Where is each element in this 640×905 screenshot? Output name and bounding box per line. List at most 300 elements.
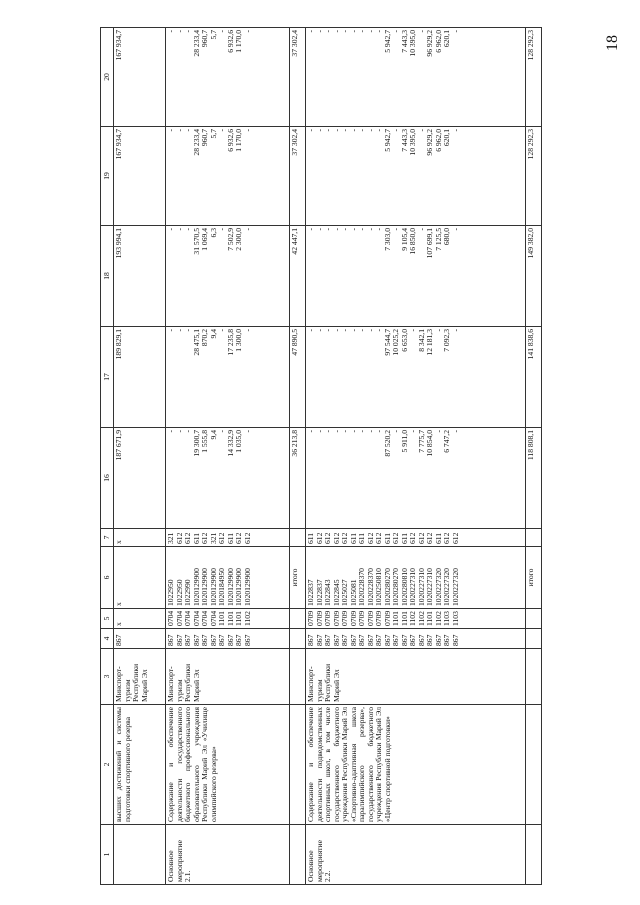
cell-value: - bbox=[374, 129, 384, 132]
cell-value: 867 bbox=[200, 634, 210, 646]
cell-value: - bbox=[174, 30, 184, 33]
total-value: 37 302,4 bbox=[289, 30, 299, 57]
cell-value: 612 bbox=[416, 532, 426, 544]
cell-value: - bbox=[242, 228, 252, 231]
cell-value: 867 bbox=[314, 634, 324, 646]
cell-value: 0709 bbox=[357, 610, 367, 626]
cell-value: 1102 bbox=[433, 611, 443, 626]
cell-value: - bbox=[416, 30, 426, 33]
cell-value: 5 942,7 bbox=[382, 30, 392, 53]
cell-value: 867 bbox=[382, 634, 392, 646]
total-value-cell bbox=[525, 428, 541, 529]
cell-value: - bbox=[323, 430, 333, 433]
column-header: 2 bbox=[101, 705, 114, 825]
cell-value: - bbox=[365, 430, 375, 433]
cell-value: 28 233,4 bbox=[191, 129, 201, 156]
cell-value: 14 332,9 bbox=[225, 430, 235, 457]
cell-value: - bbox=[357, 329, 367, 332]
total-label: итого bbox=[525, 568, 535, 587]
cell-value: - bbox=[174, 430, 184, 433]
rotated-table-container bbox=[100, 27, 542, 885]
cell-value: 189 829,1 bbox=[114, 329, 123, 360]
cell-value: 867 bbox=[166, 634, 176, 646]
cell-value: 1101 bbox=[425, 611, 435, 626]
responsible-cell bbox=[114, 649, 166, 705]
cell-value: 612 bbox=[425, 532, 435, 544]
cell-value: 1 555,8 bbox=[200, 430, 210, 453]
cell-value: 2 300,0 bbox=[234, 228, 244, 251]
total-value-cell bbox=[525, 327, 541, 428]
cell-value: 1020227310 bbox=[416, 568, 426, 606]
budget-table bbox=[100, 27, 542, 885]
cell-value: 612 bbox=[391, 532, 401, 544]
table-row bbox=[306, 28, 526, 885]
cell-value: 611 bbox=[348, 532, 358, 544]
cell-value: - bbox=[365, 329, 375, 332]
table-cell-c6 bbox=[114, 547, 166, 609]
total-value: 118 808,1 bbox=[525, 430, 535, 461]
cell-value: 0704 bbox=[183, 610, 193, 626]
cell-value: - bbox=[450, 430, 460, 433]
cell-value: - bbox=[217, 129, 227, 132]
cell-value: - bbox=[348, 30, 358, 33]
measure-name-cell bbox=[114, 825, 166, 885]
total-value-cell bbox=[525, 127, 541, 226]
cell-value: - bbox=[314, 30, 324, 33]
total-label-cell bbox=[289, 547, 305, 609]
empty-cell bbox=[289, 825, 305, 885]
cell-value: - bbox=[174, 329, 184, 332]
cell-value: 28 475,1 bbox=[191, 329, 201, 356]
cell-value: 1020227310 bbox=[425, 568, 435, 606]
cell-value: - bbox=[433, 430, 443, 433]
cell-value: 7 303,0 bbox=[382, 228, 392, 251]
cell-value: 1020280270 bbox=[391, 568, 401, 606]
empty-cell bbox=[289, 649, 305, 705]
cell-value: 0709 bbox=[374, 610, 384, 626]
column-header: 5 bbox=[101, 609, 114, 629]
cell-value: 612 bbox=[340, 532, 350, 544]
cell-value: 6 962,0 bbox=[433, 30, 443, 53]
cell-value: 1 170,0 bbox=[234, 129, 244, 152]
responsible-executor: Минспорт- туризм Республики Марий Эл bbox=[114, 663, 149, 702]
cell-value: 867 bbox=[399, 634, 409, 646]
cell-value: 0709 bbox=[314, 610, 324, 626]
cell-value: 5 942,7 bbox=[382, 129, 392, 152]
cell-value: 870,2 bbox=[200, 329, 210, 347]
cell-value: 1022950 bbox=[166, 579, 176, 606]
column-header: 19 bbox=[101, 127, 114, 226]
cell-value: 612 bbox=[242, 532, 252, 544]
cell-value: - bbox=[314, 129, 324, 132]
cell-value: - bbox=[306, 129, 316, 132]
cell-value: х bbox=[114, 622, 123, 626]
cell-value: - bbox=[306, 30, 316, 33]
cell-value: 6 932,6 bbox=[225, 129, 235, 152]
total-value: 47 890,5 bbox=[289, 329, 299, 356]
cell-value: - bbox=[391, 30, 401, 33]
cell-value: 10 395,0 bbox=[408, 129, 418, 156]
cell-value: 1020280270 bbox=[382, 568, 392, 606]
table-cell-y19 bbox=[306, 127, 526, 226]
cell-value: 187 671,9 bbox=[114, 430, 123, 461]
cell-value: - bbox=[217, 30, 227, 33]
description-cell bbox=[166, 705, 290, 825]
empty-cell bbox=[525, 529, 541, 547]
total-value-cell bbox=[289, 428, 305, 529]
cell-value: 6 932,6 bbox=[225, 30, 235, 53]
cell-value: - bbox=[183, 430, 193, 433]
measure-name-cell bbox=[166, 825, 290, 885]
cell-value: 1022837 bbox=[306, 579, 316, 606]
cell-value: - bbox=[408, 430, 418, 433]
cell-value: 5 911,0 bbox=[399, 430, 409, 453]
total-value-cell bbox=[289, 226, 305, 327]
table-row-total bbox=[289, 28, 305, 885]
cell-value: 612 bbox=[450, 532, 460, 544]
cell-value: - bbox=[174, 228, 184, 231]
description-cell bbox=[306, 705, 526, 825]
cell-value: - bbox=[242, 329, 252, 332]
total-value: 149 382,0 bbox=[525, 228, 535, 259]
cell-value: - bbox=[391, 129, 401, 132]
total-value: 42 447,1 bbox=[289, 228, 299, 255]
cell-value: 867 bbox=[191, 634, 201, 646]
cell-value: - bbox=[166, 430, 176, 433]
cell-value: 867 bbox=[357, 634, 367, 646]
cell-value: 97 544,7 bbox=[382, 329, 392, 356]
cell-value: - bbox=[340, 30, 350, 33]
cell-value: - bbox=[331, 129, 341, 132]
table-cell-y19 bbox=[166, 127, 290, 226]
table-cell-c6 bbox=[306, 547, 526, 609]
total-label: итого bbox=[289, 568, 299, 587]
cell-value: 96 929,2 bbox=[425, 129, 435, 156]
cell-value: 867 bbox=[348, 634, 358, 646]
cell-value: 7 443,3 bbox=[399, 129, 409, 152]
total-value-cell bbox=[289, 127, 305, 226]
cell-value: 0709 bbox=[348, 610, 358, 626]
total-value: 141 838,6 bbox=[525, 329, 535, 360]
cell-value: 867 bbox=[433, 634, 443, 646]
cell-value: - bbox=[331, 30, 341, 33]
cell-value: 10 025,2 bbox=[391, 329, 401, 356]
cell-value: - bbox=[217, 430, 227, 433]
cell-value: 8 342,1 bbox=[416, 329, 426, 352]
cell-value: 867 bbox=[183, 634, 193, 646]
cell-value: 867 bbox=[225, 634, 235, 646]
cell-value: 867 bbox=[340, 634, 350, 646]
cell-value: 7 502,9 bbox=[225, 228, 235, 251]
measure-description: Содержание и обеспечение деятельности государственного бюджетного профессионального образовательного учреждения Республики Марий Эл «Училище олимпийского резерва» bbox=[166, 707, 218, 822]
column-header: 16 bbox=[101, 428, 114, 529]
cell-value: 0709 bbox=[306, 610, 316, 626]
table-cell-y19 bbox=[114, 127, 166, 226]
cell-value: 620,1 bbox=[442, 129, 452, 147]
cell-value: 1101 bbox=[399, 611, 409, 626]
cell-value: 1101 bbox=[391, 611, 401, 626]
cell-value: 6,3 bbox=[208, 228, 218, 238]
cell-value: 0704 bbox=[166, 610, 176, 626]
cell-value: 1020129900 bbox=[242, 568, 252, 606]
cell-value: 1020129900 bbox=[234, 568, 244, 606]
cell-value: 10 854,0 bbox=[425, 430, 435, 457]
page-number: 18 bbox=[604, 35, 621, 51]
cell-value: 7 775,7 bbox=[416, 430, 426, 453]
cell-value: - bbox=[433, 329, 443, 332]
cell-value: 867 bbox=[114, 634, 123, 646]
cell-value: - bbox=[306, 228, 316, 231]
cell-value: 5,7 bbox=[208, 129, 218, 139]
cell-value: - bbox=[314, 430, 324, 433]
cell-value: 867 bbox=[416, 634, 426, 646]
cell-value: 0704 bbox=[174, 610, 184, 626]
cell-value: 28 233,4 bbox=[191, 30, 201, 57]
cell-value: 1102 bbox=[416, 611, 426, 626]
cell-value: - bbox=[323, 30, 333, 33]
cell-value: 612 bbox=[331, 532, 341, 544]
cell-value: 1022950 bbox=[174, 579, 184, 606]
table-cell-y18 bbox=[306, 226, 526, 327]
cell-value: 611 bbox=[382, 532, 392, 544]
column-header: 18 bbox=[101, 226, 114, 327]
cell-value: - bbox=[183, 228, 193, 231]
cell-value: 612 bbox=[314, 532, 324, 544]
cell-value: - bbox=[242, 430, 252, 433]
total-value-cell bbox=[289, 28, 305, 127]
cell-value: 1022845 bbox=[331, 579, 341, 606]
column-header: 1 bbox=[101, 825, 114, 885]
cell-value: - bbox=[340, 129, 350, 132]
cell-value: 96 929,2 bbox=[425, 30, 435, 57]
cell-value: 1101 bbox=[234, 611, 244, 626]
cell-value: 611 bbox=[399, 532, 409, 544]
cell-value: 1020227320 bbox=[450, 568, 460, 606]
cell-value: 612 bbox=[442, 532, 452, 544]
cell-value: 321 bbox=[208, 532, 218, 544]
cell-value: 17 235,8 bbox=[225, 329, 235, 356]
cell-value: 612 bbox=[234, 532, 244, 544]
responsible-cell bbox=[306, 649, 526, 705]
total-value: 128 292,3 bbox=[525, 30, 535, 61]
column-header: 20 bbox=[101, 28, 114, 127]
empty-cell bbox=[289, 705, 305, 825]
cell-value: 1103 bbox=[442, 611, 452, 626]
column-header: 6 bbox=[101, 547, 114, 609]
table-cell-y20 bbox=[306, 28, 526, 127]
empty-cell bbox=[525, 649, 541, 705]
table-body bbox=[114, 28, 542, 885]
cell-value: 1102 bbox=[242, 611, 252, 626]
cell-value: 867 bbox=[208, 634, 218, 646]
cell-value: 612 bbox=[374, 532, 384, 544]
cell-value: 107 699,1 bbox=[425, 228, 435, 259]
cell-value: - bbox=[391, 228, 401, 231]
cell-value: 1102 bbox=[408, 611, 418, 626]
cell-value: - bbox=[314, 329, 324, 332]
measure-name: Основное мероприятие 2.2. bbox=[306, 840, 333, 882]
cell-value: 7 092,3 bbox=[442, 329, 452, 352]
cell-value: - bbox=[340, 329, 350, 332]
cell-value: - bbox=[306, 329, 316, 332]
cell-value: 867 bbox=[365, 634, 375, 646]
cell-value: 16 850,0 bbox=[408, 228, 418, 255]
cell-value: - bbox=[348, 430, 358, 433]
cell-value: 6 747,2 bbox=[442, 430, 452, 453]
cell-value: - bbox=[314, 228, 324, 231]
cell-value: - bbox=[357, 228, 367, 231]
table-cell-c5 bbox=[166, 609, 290, 629]
cell-value: 12 181,3 bbox=[425, 329, 435, 356]
cell-value: - bbox=[166, 30, 176, 33]
cell-value: - bbox=[183, 30, 193, 33]
cell-value: 9,4 bbox=[208, 329, 218, 339]
table-cell-c4 bbox=[166, 629, 290, 649]
column-header: 4 bbox=[101, 629, 114, 649]
cell-value: - bbox=[374, 430, 384, 433]
total-value: 36 213,8 bbox=[289, 430, 299, 457]
cell-value: 10 395,0 bbox=[408, 30, 418, 57]
empty-cell bbox=[289, 529, 305, 547]
cell-value: - bbox=[183, 329, 193, 332]
table-cell-c4 bbox=[114, 629, 166, 649]
cell-value: 31 570,5 bbox=[191, 228, 201, 255]
cell-value: 0709 bbox=[340, 610, 350, 626]
cell-value: - bbox=[331, 329, 341, 332]
cell-value: 1 069,4 bbox=[200, 228, 210, 251]
cell-value: 1 170,0 bbox=[234, 30, 244, 53]
cell-value: 0704 bbox=[208, 610, 218, 626]
cell-value: 0704 bbox=[191, 610, 201, 626]
cell-value: 0709 bbox=[331, 610, 341, 626]
responsible-executor: Минспорт- туризм Республики Марий Эл bbox=[306, 663, 341, 702]
empty-cell bbox=[525, 705, 541, 825]
cell-value: 0709 bbox=[323, 610, 333, 626]
cell-value: - bbox=[183, 129, 193, 132]
cell-value: 1 035,0 bbox=[234, 430, 244, 453]
cell-value: 867 bbox=[442, 634, 452, 646]
cell-value: - bbox=[323, 329, 333, 332]
table-cell-y16 bbox=[114, 428, 166, 529]
cell-value: - bbox=[166, 228, 176, 231]
cell-value: 193 994,1 bbox=[114, 228, 123, 259]
responsible-executor: Минспорт- туризм Республики Марий Эл bbox=[166, 663, 201, 702]
cell-value: 1103 bbox=[450, 611, 460, 626]
cell-value: - bbox=[374, 228, 384, 231]
total-value-cell bbox=[525, 226, 541, 327]
table-row-total bbox=[525, 28, 541, 885]
cell-value: 867 bbox=[450, 634, 460, 646]
column-header: 17 bbox=[101, 327, 114, 428]
measure-description: высших достижений и системы подготовки спортивного резерва bbox=[114, 707, 132, 822]
cell-value: - bbox=[450, 129, 460, 132]
table-cell-c6 bbox=[166, 547, 290, 609]
cell-value: - bbox=[331, 430, 341, 433]
cell-value: 1020129900 bbox=[225, 568, 235, 606]
cell-value: 1020227320 bbox=[442, 568, 452, 606]
cell-value: 1022837 bbox=[314, 579, 324, 606]
cell-value: 6 653,0 bbox=[399, 329, 409, 352]
cell-value: 1 300,0 bbox=[234, 329, 244, 352]
cell-value: 1022843 bbox=[323, 579, 333, 606]
cell-value: 9 105,4 bbox=[399, 228, 409, 251]
cell-value: 1025081 bbox=[348, 579, 358, 606]
cell-value: 1020129900 bbox=[200, 568, 210, 606]
cell-value: 1020228370 bbox=[365, 568, 375, 606]
table-cell-c7 bbox=[114, 529, 166, 547]
cell-value: 612 bbox=[323, 532, 333, 544]
cell-value: 611 bbox=[225, 532, 235, 544]
cell-value: 612 bbox=[408, 532, 418, 544]
cell-value: 612 bbox=[174, 532, 184, 544]
cell-value: 612 bbox=[217, 532, 227, 544]
cell-value: 867 bbox=[374, 634, 384, 646]
cell-value: 5,7 bbox=[208, 30, 218, 40]
cell-value: - bbox=[357, 30, 367, 33]
cell-value: - bbox=[217, 329, 227, 332]
responsible-cell bbox=[166, 649, 290, 705]
total-value: 128 292,3 bbox=[525, 129, 535, 160]
cell-value: - bbox=[416, 228, 426, 231]
cell-value: 0709 bbox=[382, 610, 392, 626]
table-cell-y17 bbox=[306, 327, 526, 428]
cell-value: 87 520,2 bbox=[382, 430, 392, 457]
total-value-cell bbox=[525, 28, 541, 127]
empty-cell bbox=[289, 609, 305, 629]
cell-value: - bbox=[357, 430, 367, 433]
column-header-row bbox=[101, 28, 114, 885]
cell-value: - bbox=[348, 329, 358, 332]
cell-value: 1101 bbox=[217, 611, 227, 626]
cell-value: 867 bbox=[408, 634, 418, 646]
cell-value: 19 300,7 bbox=[191, 430, 201, 457]
cell-value: - bbox=[166, 129, 176, 132]
cell-value: - bbox=[450, 228, 460, 231]
cell-value: 1020228370 bbox=[357, 568, 367, 606]
cell-value: 867 bbox=[391, 634, 401, 646]
cell-value: 1020184950 bbox=[217, 568, 227, 606]
total-value-cell bbox=[289, 327, 305, 428]
cell-value: - bbox=[340, 228, 350, 231]
cell-value: - bbox=[348, 228, 358, 231]
total-value: 37 302,4 bbox=[289, 129, 299, 156]
cell-value: 612 bbox=[183, 532, 193, 544]
cell-value: 9,4 bbox=[208, 430, 218, 440]
cell-value: - bbox=[408, 329, 418, 332]
table-cell-c4 bbox=[306, 629, 526, 649]
cell-value: - bbox=[217, 228, 227, 231]
cell-value: - bbox=[416, 129, 426, 132]
column-header: 3 bbox=[101, 649, 114, 705]
cell-value: - bbox=[365, 129, 375, 132]
table-cell-c7 bbox=[306, 529, 526, 547]
cell-value: - bbox=[374, 30, 384, 33]
cell-value: 321 bbox=[166, 532, 176, 544]
cell-value: 1020129900 bbox=[191, 568, 201, 606]
cell-value: 7 443,3 bbox=[399, 30, 409, 53]
cell-value: 6 962,0 bbox=[433, 129, 443, 152]
cell-value: - bbox=[357, 129, 367, 132]
cell-value: - bbox=[166, 329, 176, 332]
cell-value: 867 bbox=[174, 634, 184, 646]
empty-cell bbox=[525, 825, 541, 885]
cell-value: 1022990 bbox=[183, 579, 193, 606]
cell-value: 867 bbox=[306, 634, 316, 646]
cell-value: - bbox=[340, 430, 350, 433]
cell-value: - bbox=[323, 228, 333, 231]
description-cell bbox=[114, 705, 166, 825]
cell-value: - bbox=[391, 430, 401, 433]
